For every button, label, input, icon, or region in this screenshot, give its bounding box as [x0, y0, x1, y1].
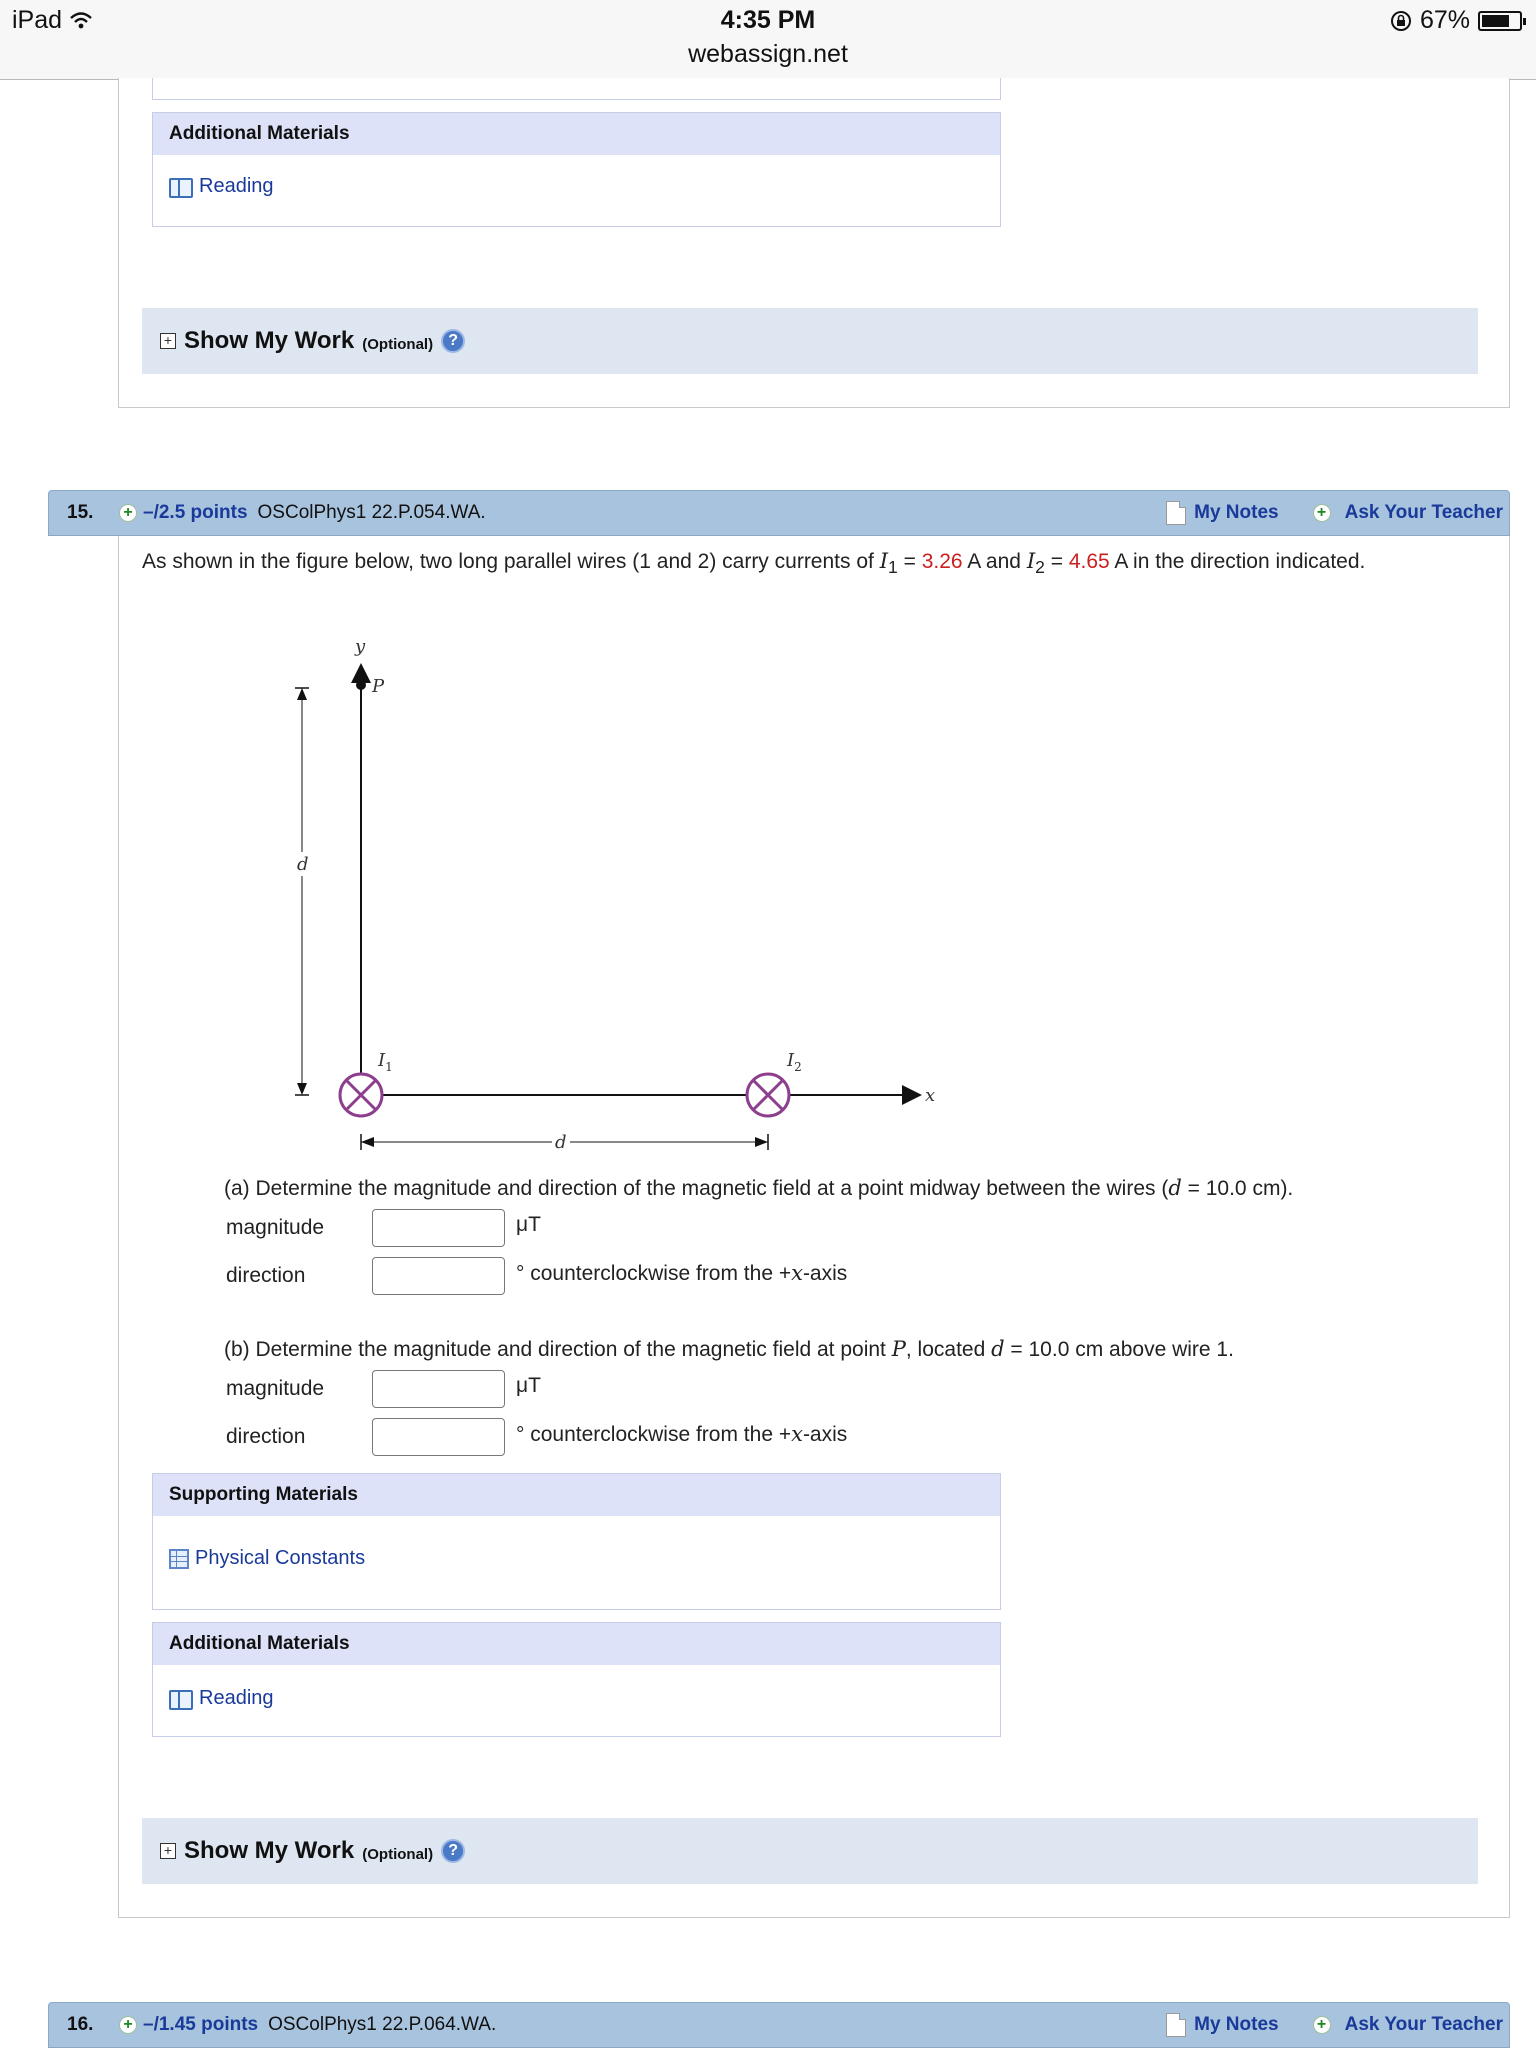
part-b-direction-label: direction	[226, 1425, 306, 1448]
clock: 4:35 PM	[720, 6, 816, 34]
show-my-work[interactable]	[142, 1818, 1478, 1884]
part-a-magnitude-label: magnitude	[226, 1216, 325, 1239]
question-code: OSColPhys1 22.P.064.WA.	[268, 2014, 497, 2035]
physical-constants-label[interactable]: Physical Constants	[195, 1547, 366, 1569]
part-b-direction-input[interactable]	[372, 1418, 505, 1456]
part-a-direction-unit: ° counterclockwise from the +x-axis	[516, 1261, 848, 1285]
status-bar	[0, 0, 1536, 80]
add-icon[interactable]: +	[119, 504, 137, 522]
add-icon[interactable]: +	[119, 2016, 137, 2034]
question-text: As shown in the figure below, two long parallel wires (1 and 2) carry currents of $I_1 = 3.26$ A and $I_2 = 4.65$ A in the direction indicated.	[142, 549, 1366, 578]
device-name: iPad	[12, 6, 63, 34]
part-b-magnitude-label: magnitude	[226, 1377, 325, 1400]
ask-teacher-link[interactable]: Ask Your Teacher	[1344, 502, 1503, 523]
my-notes-link[interactable]: My Notes	[1194, 2014, 1279, 2035]
question-16-header	[48, 2002, 1510, 2048]
reading-label[interactable]: Reading	[199, 175, 274, 197]
part-b-magnitude-unit: μT	[516, 1374, 541, 1397]
question-number: 16.	[67, 2014, 94, 2035]
points-link[interactable]: –/2.5 points	[143, 502, 248, 523]
show-my-work-title[interactable]: Show My Work	[184, 1837, 355, 1864]
y-axis-label: y	[355, 636, 366, 657]
reading-link[interactable]	[169, 175, 274, 198]
question-code: OSColPhys1 22.P.054.WA.	[257, 502, 486, 523]
expand-icon[interactable]: +	[160, 333, 176, 349]
i1-value: 3.26	[921, 550, 963, 573]
prev-empty-box	[152, 78, 1001, 100]
prev-additional-materials	[152, 112, 1001, 227]
help-icon[interactable]: ?	[441, 1839, 465, 1863]
table-icon	[169, 1549, 189, 1569]
optional-label: (Optional)	[362, 335, 434, 353]
i2-value: 4.65	[1068, 550, 1110, 573]
materials-heading: Supporting Materials	[153, 1474, 1000, 1516]
part-a-direction-label: direction	[226, 1264, 306, 1287]
question-15-header	[48, 490, 1510, 536]
show-my-work-title[interactable]: Show My Work	[184, 327, 355, 354]
my-notes-link[interactable]: My Notes	[1194, 502, 1279, 523]
additional-materials	[152, 1622, 1001, 1737]
prev-show-my-work[interactable]	[142, 308, 1478, 374]
ask-teacher-icon[interactable]: +	[1313, 504, 1331, 522]
part-a-prompt: (a) Determine the magnitude and direction of the magnetic field at a point midway between the wires (d = 10.0 cm).	[224, 1176, 1294, 1200]
rotation-lock-icon	[1390, 10, 1412, 32]
wires-figure	[280, 630, 960, 1160]
materials-heading: Additional Materials	[153, 113, 1000, 155]
question-number: 15.	[67, 502, 94, 523]
physical-constants-link[interactable]	[169, 1547, 365, 1570]
part-a-magnitude-unit: μT	[516, 1213, 541, 1236]
note-icon	[1166, 2013, 1186, 2037]
point-p	[356, 680, 366, 690]
part-a-magnitude-input[interactable]	[372, 1209, 505, 1247]
help-icon[interactable]: ?	[441, 329, 465, 353]
part-b-magnitude-input[interactable]	[372, 1370, 505, 1408]
book-icon	[169, 177, 193, 197]
i1-label: $I_1$	[378, 1050, 393, 1074]
i2-label: $I_2$	[787, 1050, 802, 1074]
optional-label: (Optional)	[362, 1845, 434, 1863]
x-axis-label: x	[925, 1085, 936, 1106]
p-label: P	[372, 676, 385, 697]
d-horizontal-label: d	[555, 1132, 567, 1153]
battery-percent: 67%	[1419, 6, 1470, 34]
part-b-direction-unit: ° counterclockwise from the +x-axis	[516, 1422, 848, 1446]
supporting-materials	[152, 1473, 1001, 1610]
address-bar[interactable]: webassign.net	[688, 40, 848, 68]
wire-2	[747, 1074, 789, 1116]
wire-1	[340, 1074, 382, 1116]
materials-heading: Additional Materials	[153, 1623, 1000, 1665]
ask-teacher-icon[interactable]: +	[1313, 2016, 1331, 2034]
ask-teacher-link[interactable]: Ask Your Teacher	[1344, 2014, 1503, 2035]
battery-icon	[1478, 11, 1522, 31]
book-icon	[169, 1689, 193, 1709]
d-vertical-label: d	[297, 854, 309, 875]
reading-link[interactable]	[169, 1687, 274, 1710]
expand-icon[interactable]: +	[160, 1843, 176, 1859]
part-a-direction-input[interactable]	[372, 1257, 505, 1295]
reading-label[interactable]: Reading	[199, 1687, 274, 1709]
points-link[interactable]: –/1.45 points	[143, 2014, 259, 2035]
part-b-prompt: (b) Determine the magnitude and direction of the magnetic field at point P, located d = 10.0 cm above wire 1.	[224, 1337, 1234, 1361]
note-icon	[1166, 501, 1186, 525]
